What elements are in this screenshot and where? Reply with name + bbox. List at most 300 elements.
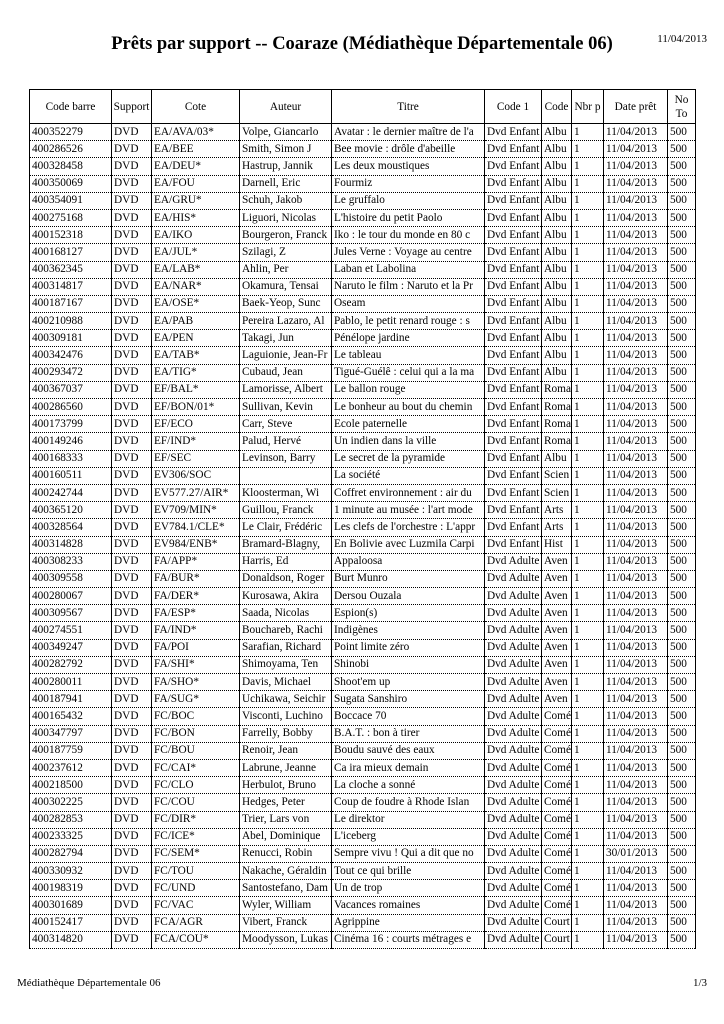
cell-support: DVD — [112, 261, 152, 278]
table-body — [30, 124, 696, 949]
cell-date-pret: 11/04/2013 — [604, 519, 668, 536]
cell-no-to: 500 — [668, 828, 696, 845]
cell-support: DVD — [112, 347, 152, 364]
cell-auteur: Bourgeron, Franck — [240, 227, 332, 244]
cell-code: Albu — [542, 278, 572, 295]
cell-support: DVD — [112, 433, 152, 450]
cell-titre: Ca ira mieux demain — [332, 759, 485, 776]
cell-cote: EF/SEC — [152, 450, 240, 467]
cell-code: Hist — [542, 536, 572, 553]
cell-nbr: 1 — [572, 708, 604, 725]
table-row — [30, 124, 696, 141]
cell-code-barre: 400365120 — [30, 502, 112, 519]
cell-code: Albu — [542, 175, 572, 192]
cell-code1: Dvd Enfant — [485, 175, 542, 192]
cell-nbr: 1 — [572, 553, 604, 570]
cell-auteur: Takagi, Jun — [240, 330, 332, 347]
cell-date-pret: 11/04/2013 — [604, 399, 668, 416]
cell-support: DVD — [112, 295, 152, 312]
cell-support: DVD — [112, 742, 152, 759]
cell-code1: Dvd Adulte — [485, 725, 542, 742]
cell-no-to: 500 — [668, 553, 696, 570]
cell-nbr: 1 — [572, 416, 604, 433]
cell-code-barre: 400198319 — [30, 880, 112, 897]
cell-date-pret: 11/04/2013 — [604, 347, 668, 364]
cell-no-to: 500 — [668, 295, 696, 312]
cell-support: DVD — [112, 914, 152, 931]
cell-cote: FA/ESP* — [152, 605, 240, 622]
cell-date-pret: 11/04/2013 — [604, 209, 668, 226]
cell-no-to: 500 — [668, 484, 696, 501]
cell-cote: EA/TIG* — [152, 364, 240, 381]
cell-code: Albu — [542, 313, 572, 330]
cell-no-to: 500 — [668, 158, 696, 175]
cell-titre: B.A.T. : bon à tirer — [332, 725, 485, 742]
cell-code-barre: 400173799 — [30, 416, 112, 433]
cell-nbr: 1 — [572, 467, 604, 484]
cell-cote: EF/IND* — [152, 433, 240, 450]
table-row — [30, 175, 696, 192]
cell-code: Comé — [542, 828, 572, 845]
cell-auteur: Shimoyama, Ten — [240, 656, 332, 673]
cell-titre: Avatar : le dernier maître de l'a — [332, 124, 485, 141]
cell-titre: Coffret environnement : air du — [332, 484, 485, 501]
cell-cote: FC/TOU — [152, 863, 240, 880]
cell-no-to: 500 — [668, 227, 696, 244]
cell-auteur: Palud, Hervé — [240, 433, 332, 450]
cell-code1: Dvd Adulte — [485, 914, 542, 931]
cell-support: DVD — [112, 467, 152, 484]
cell-cote: EV784.1/CLE* — [152, 519, 240, 536]
cell-date-pret: 30/01/2013 — [604, 845, 668, 862]
cell-titre: Un indien dans la ville — [332, 433, 485, 450]
cell-code1: Dvd Enfant — [485, 295, 542, 312]
cell-nbr: 1 — [572, 931, 604, 948]
cell-code: Comé — [542, 708, 572, 725]
cell-auteur: Saada, Nicolas — [240, 605, 332, 622]
cell-code: Comé — [542, 863, 572, 880]
cell-date-pret: 11/04/2013 — [604, 674, 668, 691]
cell-support: DVD — [112, 502, 152, 519]
table-header-row — [30, 90, 696, 124]
cell-auteur: Herbulot, Bruno — [240, 777, 332, 794]
cell-date-pret: 11/04/2013 — [604, 931, 668, 948]
cell-cote: EA/IKO — [152, 227, 240, 244]
cell-code-barre: 400350069 — [30, 175, 112, 192]
cell-auteur: Darnell, Eric — [240, 175, 332, 192]
cell-support: DVD — [112, 158, 152, 175]
cell-titre: Espion(s) — [332, 605, 485, 622]
col-header-code1: Code 1 — [485, 90, 542, 124]
cell-code-barre: 400328458 — [30, 158, 112, 175]
cell-support: DVD — [112, 124, 152, 141]
cell-auteur: Schuh, Jakob — [240, 192, 332, 209]
cell-auteur: Sarafian, Richard — [240, 639, 332, 656]
cell-titre: Sempre vivu ! Qui a dit que no — [332, 845, 485, 862]
cell-auteur: Kloosterman, Wi — [240, 484, 332, 501]
cell-support: DVD — [112, 811, 152, 828]
cell-support: DVD — [112, 863, 152, 880]
cell-nbr: 1 — [572, 622, 604, 639]
cell-date-pret: 11/04/2013 — [604, 759, 668, 776]
cell-code: Comé — [542, 725, 572, 742]
cell-support: DVD — [112, 313, 152, 330]
cell-auteur: Volpe, Giancarlo — [240, 124, 332, 141]
cell-code-barre: 400218500 — [30, 777, 112, 794]
cell-code: Aven — [542, 639, 572, 656]
cell-cote: EF/ECO — [152, 416, 240, 433]
cell-cote: EF/BAL* — [152, 381, 240, 398]
cell-code-barre: 400280067 — [30, 588, 112, 605]
cell-code: Aven — [542, 588, 572, 605]
cell-date-pret: 11/04/2013 — [604, 708, 668, 725]
col-header-nbr: Nbr p — [572, 90, 604, 124]
cell-no-to: 500 — [668, 742, 696, 759]
table-row — [30, 656, 696, 673]
cell-code: Albu — [542, 209, 572, 226]
cell-auteur: Szilagi, Z — [240, 244, 332, 261]
cell-code1: Dvd Adulte — [485, 845, 542, 862]
cell-titre: Shoot'em up — [332, 674, 485, 691]
cell-cote: EA/FOU — [152, 175, 240, 192]
table-row — [30, 588, 696, 605]
cell-titre: Pablo, le petit renard rouge : s — [332, 313, 485, 330]
cell-no-to: 500 — [668, 192, 696, 209]
cell-code1: Dvd Enfant — [485, 399, 542, 416]
cell-cote: EV709/MIN* — [152, 502, 240, 519]
cell-code-barre: 400275168 — [30, 209, 112, 226]
cell-code1: Dvd Enfant — [485, 433, 542, 450]
cell-code1: Dvd Adulte — [485, 553, 542, 570]
cell-titre: Le tableau — [332, 347, 485, 364]
cell-nbr: 1 — [572, 777, 604, 794]
cell-cote: EA/AVA/03* — [152, 124, 240, 141]
cell-code: Aven — [542, 674, 572, 691]
table-row — [30, 708, 696, 725]
cell-nbr: 1 — [572, 175, 604, 192]
cell-date-pret: 11/04/2013 — [604, 828, 668, 845]
cell-titre: Sugata Sanshiro — [332, 691, 485, 708]
cell-date-pret: 11/04/2013 — [604, 605, 668, 622]
cell-nbr: 1 — [572, 450, 604, 467]
cell-code: Comé — [542, 811, 572, 828]
cell-auteur: Davis, Michael — [240, 674, 332, 691]
table-row — [30, 845, 696, 862]
cell-no-to: 500 — [668, 674, 696, 691]
cell-support: DVD — [112, 674, 152, 691]
cell-support: DVD — [112, 209, 152, 226]
cell-titre: Agrippine — [332, 914, 485, 931]
cell-no-to: 500 — [668, 759, 696, 776]
cell-cote: EA/DEU* — [152, 158, 240, 175]
cell-cote: FA/POI — [152, 639, 240, 656]
cell-cote: FC/BOC — [152, 708, 240, 725]
cell-cote: FA/SHI* — [152, 656, 240, 673]
cell-titre: La société — [332, 467, 485, 484]
cell-no-to: 500 — [668, 725, 696, 742]
cell-code-barre: 400274551 — [30, 622, 112, 639]
cell-support: DVD — [112, 192, 152, 209]
cell-code-barre: 400362345 — [30, 261, 112, 278]
cell-code: Scien — [542, 467, 572, 484]
cell-nbr: 1 — [572, 742, 604, 759]
footer-page-number: 1/3 — [692, 977, 707, 989]
cell-no-to: 500 — [668, 519, 696, 536]
cell-cote: FC/BON — [152, 725, 240, 742]
cell-titre: Un de trop — [332, 880, 485, 897]
cell-code: Aven — [542, 622, 572, 639]
cell-support: DVD — [112, 656, 152, 673]
col-header-no-to: No To — [668, 90, 696, 124]
cell-support: DVD — [112, 553, 152, 570]
cell-support: DVD — [112, 759, 152, 776]
table-row — [30, 725, 696, 742]
col-header-code-barre: Code barre — [30, 90, 112, 124]
cell-auteur: Le Clair, Frédéric — [240, 519, 332, 536]
cell-cote: EF/BON/01* — [152, 399, 240, 416]
page-title: Prêts par support -- Coaraze (Médiathèque Départementale 06) — [111, 34, 613, 54]
cell-date-pret: 11/04/2013 — [604, 433, 668, 450]
cell-code1: Dvd Enfant — [485, 381, 542, 398]
table-row — [30, 192, 696, 209]
cell-no-to: 500 — [668, 691, 696, 708]
cell-nbr: 1 — [572, 209, 604, 226]
cell-code-barre: 400352279 — [30, 124, 112, 141]
cell-cote: EA/PEN — [152, 330, 240, 347]
cell-auteur: Laguionie, Jean-Fr — [240, 347, 332, 364]
cell-code: Court — [542, 931, 572, 948]
cell-support: DVD — [112, 381, 152, 398]
cell-no-to: 500 — [668, 330, 696, 347]
cell-cote: FA/SUG* — [152, 691, 240, 708]
cell-no-to: 500 — [668, 278, 696, 295]
cell-code: Roma — [542, 416, 572, 433]
cell-code: Comé — [542, 880, 572, 897]
cell-no-to: 500 — [668, 347, 696, 364]
cell-date-pret: 11/04/2013 — [604, 192, 668, 209]
cell-code: Roma — [542, 399, 572, 416]
cell-titre: Appaloosa — [332, 553, 485, 570]
cell-code: Comé — [542, 742, 572, 759]
cell-code1: Dvd Adulte — [485, 639, 542, 656]
cell-cote: EA/BEE — [152, 141, 240, 158]
table-row — [30, 433, 696, 450]
cell-code1: Dvd Enfant — [485, 450, 542, 467]
cell-no-to: 500 — [668, 141, 696, 158]
cell-titre: La cloche a sonné — [332, 777, 485, 794]
cell-code1: Dvd Enfant — [485, 502, 542, 519]
cell-auteur: Trier, Lars von — [240, 811, 332, 828]
cell-code: Arts — [542, 502, 572, 519]
cell-titre: Dersou Ouzala — [332, 588, 485, 605]
cell-date-pret: 11/04/2013 — [604, 141, 668, 158]
cell-code: Roma — [542, 433, 572, 450]
cell-code1: Dvd Enfant — [485, 330, 542, 347]
cell-code-barre: 400342476 — [30, 347, 112, 364]
cell-code: Albu — [542, 295, 572, 312]
cell-code: Aven — [542, 656, 572, 673]
cell-code1: Dvd Enfant — [485, 484, 542, 501]
table-row — [30, 313, 696, 330]
cell-auteur: Bouchareb, Rachi — [240, 622, 332, 639]
cell-nbr: 1 — [572, 759, 604, 776]
cell-no-to: 500 — [668, 931, 696, 948]
col-header-auteur: Auteur — [240, 90, 332, 124]
cell-titre: Pénélope jardine — [332, 330, 485, 347]
table-row — [30, 158, 696, 175]
col-header-support: Support — [112, 90, 152, 124]
cell-cote: FA/BUR* — [152, 570, 240, 587]
col-header-titre: Titre — [332, 90, 485, 124]
cell-cote: FC/CLO — [152, 777, 240, 794]
cell-auteur: Carr, Steve — [240, 416, 332, 433]
cell-code-barre: 400165432 — [30, 708, 112, 725]
cell-date-pret: 11/04/2013 — [604, 244, 668, 261]
cell-date-pret: 11/04/2013 — [604, 880, 668, 897]
cell-auteur — [240, 467, 332, 484]
cell-no-to: 500 — [668, 536, 696, 553]
cell-code: Comé — [542, 794, 572, 811]
col-header-code: Code — [542, 90, 572, 124]
cell-code-barre: 400309181 — [30, 330, 112, 347]
cell-code-barre: 400149246 — [30, 433, 112, 450]
cell-code: Albu — [542, 244, 572, 261]
cell-titre: L'iceberg — [332, 828, 485, 845]
cell-code1: Dvd Adulte — [485, 863, 542, 880]
cell-no-to: 500 — [668, 588, 696, 605]
cell-auteur: Kurosawa, Akira — [240, 588, 332, 605]
cell-code-barre: 400187759 — [30, 742, 112, 759]
cell-date-pret: 11/04/2013 — [604, 450, 668, 467]
cell-support: DVD — [112, 880, 152, 897]
table-row — [30, 364, 696, 381]
cell-titre: Jules Verne : Voyage au centre — [332, 244, 485, 261]
cell-code-barre: 400314820 — [30, 931, 112, 948]
cell-code-barre: 400237612 — [30, 759, 112, 776]
cell-auteur: Guillou, Franck — [240, 502, 332, 519]
cell-code: Arts — [542, 519, 572, 536]
cell-support: DVD — [112, 897, 152, 914]
cell-nbr: 1 — [572, 656, 604, 673]
cell-auteur: Wyler, William — [240, 897, 332, 914]
cell-nbr: 1 — [572, 880, 604, 897]
cell-titre: Le gruffalo — [332, 192, 485, 209]
cell-titre: Le secret de la pyramide — [332, 450, 485, 467]
table-row — [30, 381, 696, 398]
cell-cote: FA/IND* — [152, 622, 240, 639]
cell-date-pret: 11/04/2013 — [604, 227, 668, 244]
cell-no-to: 500 — [668, 794, 696, 811]
cell-date-pret: 11/04/2013 — [604, 553, 668, 570]
cell-code-barre: 400308233 — [30, 553, 112, 570]
cell-auteur: Sullivan, Kevin — [240, 399, 332, 416]
cell-nbr: 1 — [572, 845, 604, 862]
cell-auteur: Abel, Dominique — [240, 828, 332, 845]
cell-code: Comé — [542, 759, 572, 776]
table-row — [30, 502, 696, 519]
cell-code1: Dvd Enfant — [485, 209, 542, 226]
cell-code: Albu — [542, 124, 572, 141]
cell-nbr: 1 — [572, 570, 604, 587]
col-header-date-pret: Date prêt — [604, 90, 668, 124]
cell-titre: Point limite zéro — [332, 639, 485, 656]
cell-no-to: 500 — [668, 639, 696, 656]
cell-support: DVD — [112, 175, 152, 192]
cell-support: DVD — [112, 794, 152, 811]
cell-support: DVD — [112, 399, 152, 416]
cell-code1: Dvd Adulte — [485, 931, 542, 948]
cell-nbr: 1 — [572, 261, 604, 278]
cell-nbr: 1 — [572, 914, 604, 931]
cell-cote: EA/GRU* — [152, 192, 240, 209]
cell-no-to: 500 — [668, 467, 696, 484]
cell-titre: Cinéma 16 : courts métrages e — [332, 931, 485, 948]
cell-auteur: Ahlin, Per — [240, 261, 332, 278]
cell-cote: EA/NAR* — [152, 278, 240, 295]
cell-nbr: 1 — [572, 141, 604, 158]
cell-support: DVD — [112, 364, 152, 381]
cell-code-barre: 400330932 — [30, 863, 112, 880]
cell-nbr: 1 — [572, 519, 604, 536]
cell-titre: Boccace 70 — [332, 708, 485, 725]
cell-cote: FA/APP* — [152, 553, 240, 570]
cell-date-pret: 11/04/2013 — [604, 364, 668, 381]
loans-table — [29, 89, 696, 949]
cell-support: DVD — [112, 519, 152, 536]
cell-cote: EV984/ENB* — [152, 536, 240, 553]
cell-no-to: 500 — [668, 880, 696, 897]
cell-nbr: 1 — [572, 364, 604, 381]
cell-cote: FC/BOU — [152, 742, 240, 759]
cell-date-pret: 11/04/2013 — [604, 484, 668, 501]
cell-auteur: Renoir, Jean — [240, 742, 332, 759]
table-row — [30, 811, 696, 828]
cell-date-pret: 11/04/2013 — [604, 725, 668, 742]
cell-code1: Dvd Adulte — [485, 622, 542, 639]
cell-nbr: 1 — [572, 399, 604, 416]
cell-date-pret: 11/04/2013 — [604, 570, 668, 587]
cell-code1: Dvd Adulte — [485, 742, 542, 759]
cell-support: DVD — [112, 845, 152, 862]
cell-titre: L'histoire du petit Paolo — [332, 209, 485, 226]
col-header-cote: Cote — [152, 90, 240, 124]
cell-titre: Les clefs de l'orchestre : L'appr — [332, 519, 485, 536]
cell-auteur: Labrune, Jeanne — [240, 759, 332, 776]
cell-nbr: 1 — [572, 828, 604, 845]
cell-support: DVD — [112, 708, 152, 725]
cell-auteur: Harris, Ed — [240, 553, 332, 570]
cell-code1: Dvd Adulte — [485, 759, 542, 776]
cell-code: Aven — [542, 605, 572, 622]
cell-nbr: 1 — [572, 863, 604, 880]
cell-auteur: Visconti, Luchino — [240, 708, 332, 725]
cell-code: Albu — [542, 347, 572, 364]
cell-date-pret: 11/04/2013 — [604, 863, 668, 880]
cell-cote: FC/UND — [152, 880, 240, 897]
cell-support: DVD — [112, 691, 152, 708]
cell-nbr: 1 — [572, 484, 604, 501]
cell-auteur: Renucci, Robin — [240, 845, 332, 862]
cell-auteur: Levinson, Barry — [240, 450, 332, 467]
cell-code1: Dvd Adulte — [485, 897, 542, 914]
cell-cote: FC/DIR* — [152, 811, 240, 828]
cell-titre: Indigènes — [332, 622, 485, 639]
cell-code: Aven — [542, 553, 572, 570]
cell-nbr: 1 — [572, 124, 604, 141]
cell-nbr: 1 — [572, 897, 604, 914]
cell-code: Comé — [542, 845, 572, 862]
cell-auteur: Uchikawa, Seichir — [240, 691, 332, 708]
